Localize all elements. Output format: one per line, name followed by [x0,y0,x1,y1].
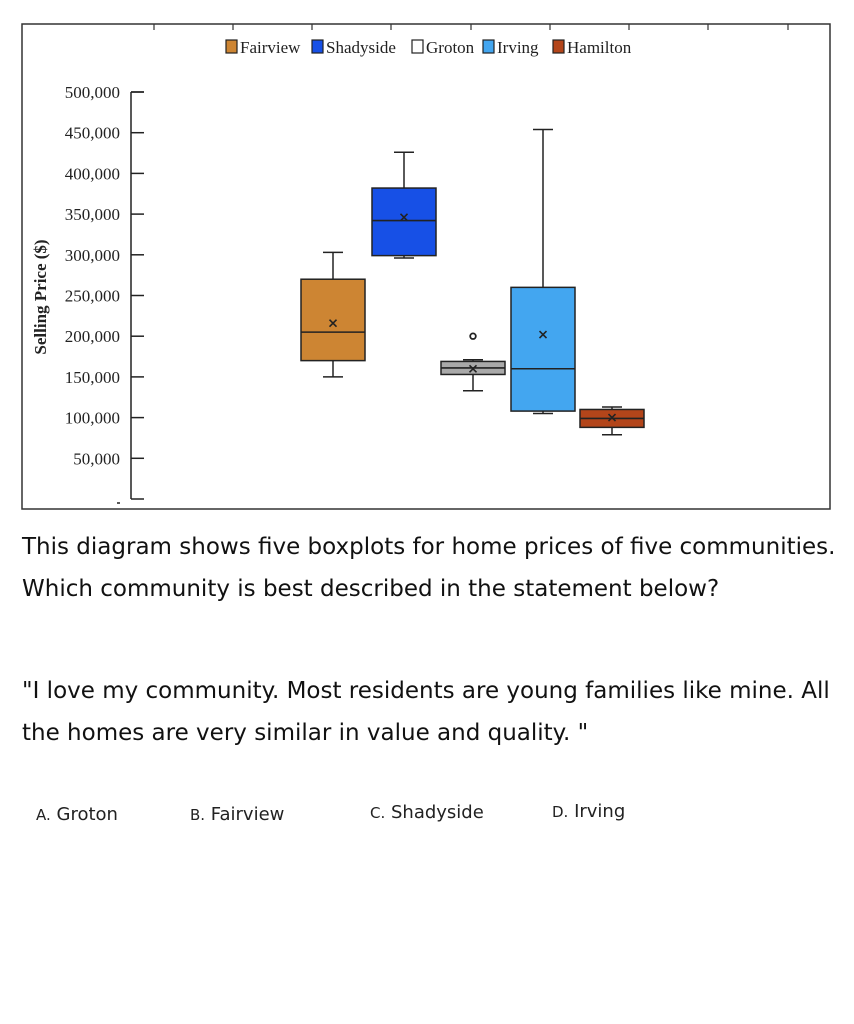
legend-swatch-1 [312,40,323,53]
box-body [372,188,436,256]
choice-c-text: Shadyside [390,802,484,823]
choice-a-text: Groton [56,804,118,825]
question-prompt: This diagram shows five boxplots for home prices of five communities. Which community is best described in the statement below? [22,534,836,602]
choice-b[interactable] [190,804,284,825]
y-tick-label-3: 200,000 [64,327,120,347]
legend-swatch-2 [412,40,423,53]
box-body [511,287,575,411]
choice-c[interactable] [370,802,484,823]
choice-d[interactable] [552,801,625,822]
legend-swatch-0 [226,40,237,53]
choice-d-letter: D. [552,803,569,821]
legend [226,38,632,57]
box-body [301,279,365,360]
y-tick-label-5: 300,000 [64,245,120,265]
y-tick-label-2: 150,000 [64,367,120,387]
y-tick-label-8: 450,000 [64,123,120,143]
y-tick-label-0: 50,000 [73,449,120,469]
legend-label-0: Fairview [240,38,301,57]
y-tick-label-1: 100,000 [64,408,120,428]
plot-frame [22,24,830,509]
y-tick-label-9: 500,000 [64,83,120,102]
legend-label-4: Hamilton [567,38,632,57]
choice-c-letter: C. [370,804,386,822]
legend-label-1: Shadyside [326,38,396,57]
legend-label-3: Irving [497,38,539,57]
question-quote: "I love my community. Most residents are young families like mine. All the homes are very similar in value and quality. " [22,678,830,746]
choice-d-text: Irving [574,801,626,822]
legend-swatch-4 [553,40,564,53]
choice-a[interactable] [36,804,118,825]
choice-b-text: Fairview [210,804,285,825]
y-tick-label-6: 350,000 [64,205,120,225]
y-tick-label-7: 400,000 [64,164,120,184]
legend-label-2: Groton [426,38,475,57]
outlier-0 [470,333,476,339]
choice-a-letter: A. [36,806,51,824]
choice-b-letter: B. [190,806,206,824]
legend-swatch-3 [483,40,494,53]
y-axis-label: Selling Price ($) [31,239,50,355]
y-tick-label-4: 250,000 [64,286,120,306]
